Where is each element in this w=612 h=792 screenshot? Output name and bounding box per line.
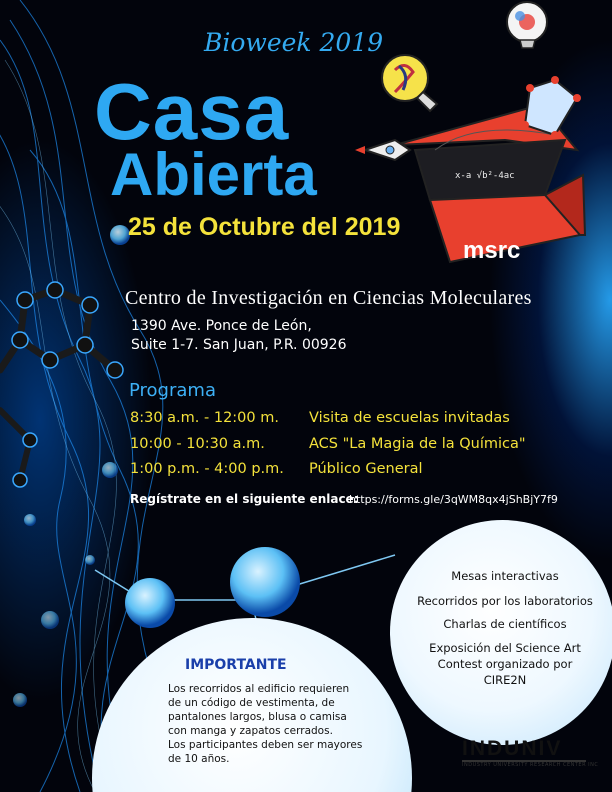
important-line: pantalones largos, blusa o camisa [168,711,347,723]
msrc-box-label: msrc [463,237,521,264]
important-title: IMPORTANTE [185,657,287,673]
program-title: Programa [129,380,216,401]
activity-item: Exposición del Science Art [429,641,581,655]
important-line: de un código de vestimenta, de [168,697,335,709]
induniv-logo-subtitle: INDUSTRY UNIVERSITY RESEARCH CENTER INC [462,762,599,768]
location-name: Centro de Investigación en Ciencias Moleculares [125,287,532,309]
program-activity: Público General [309,461,423,477]
program-time: 1:00 p.m. - 4:00 p.m. [130,461,284,477]
program-time: 10:00 - 10:30 a.m. [130,436,265,452]
activity-item: Recorridos por los laboratorios [417,594,593,608]
event-name: Bioweek 2019 [204,28,384,57]
brain-icon [507,2,547,48]
program-time: 8:30 a.m. - 12:00 m. [130,410,279,426]
important-line: Los participantes deben ser mayores [168,739,363,751]
program-activity: Visita de escuelas invitadas [309,410,510,426]
title-line-2: Abierta [110,141,317,208]
program-activity: ACS "La Magia de la Química" [309,436,526,452]
registration-link[interactable]: https://forms.gle/3qWM8qx4jShBjY7f9 [349,493,558,506]
lightbulb-icon [382,55,437,111]
registration-label: Regístrate en el siguiente enlace: [130,492,359,506]
important-line: Los recorridos al edificio requieren [168,683,350,695]
activities-bubble [390,520,612,745]
address-line-1: 1390 Ave. Ponce de León, [131,318,312,334]
address-line-2: Suite 1-7. San Juan, P.R. 00926 [131,337,347,353]
activity-item: Mesas interactivas [451,569,559,583]
svg-text:x-a √b²-4ac: x-a √b²-4ac [455,171,515,181]
event-date: 25 de Octubre del 2019 [128,213,401,241]
important-line: de 10 años. [168,753,230,765]
activity-item: Charlas de científicos [443,617,567,631]
important-line: con manga y zapatos cerrados. [168,725,333,737]
activity-item: CIRE2N [483,673,527,687]
activity-item: Contest organizado por [437,657,573,671]
title-line-1: Casa [94,67,290,156]
induniv-logo: INDUNIV [462,737,563,760]
